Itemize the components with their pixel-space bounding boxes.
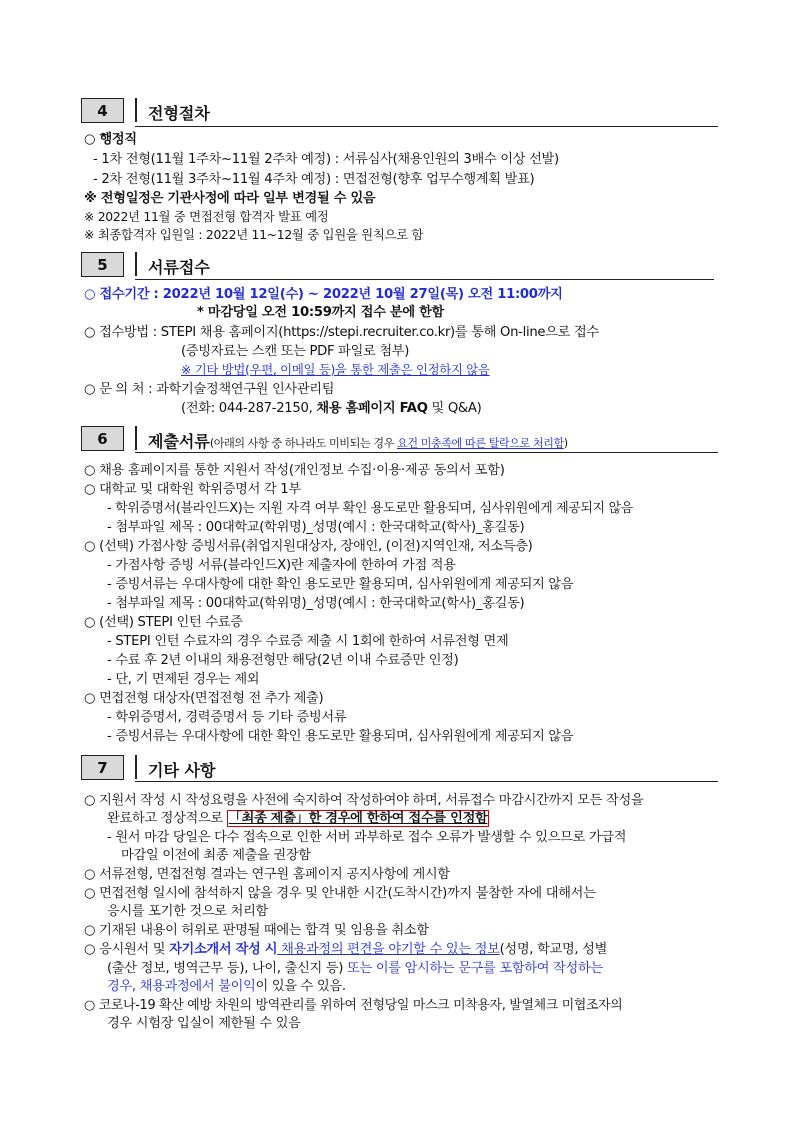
divider [135,252,137,276]
section-rule [135,781,718,782]
misc-subitem: 마감일 이전에 최종 제출을 권장함 [121,848,311,863]
doc-item: ○ 채용 홈페이지를 통한 지원서 작성(개인정보 수집·이용·제공 동의서 포함) [84,463,505,478]
final-submit-line [107,810,489,828]
misc-item-cont: 경우 시험장 입실이 제한될 수 있음 [107,1016,301,1031]
misc-text: (성명, 학교명, 성별 [499,942,608,957]
misc-text: 이 있을 수 있음. [255,979,346,994]
section-rule [135,126,718,127]
final-submit-highlight: 「최종 제출」한 경우에 한하여 접수를 인정함 [228,811,488,826]
second-screening: - 2차 전형(11월 3주차~11월 4주차 예정) : 면접전형(향후 업무수행계획 발표) [93,172,535,187]
section-6-note-end: ) [563,437,569,450]
application-method: ○ 접수방법 : STEPI 채용 홈페이지(https://stepi.recruiter.co.kr)를 통해 On-line으로 접수 [84,325,599,340]
disadvantage-warning: 경우, 채용과정에서 불이익 [107,979,256,994]
start-date-note: ※ 최종합격자 입원일 : 2022년 11~12월 중 입원을 원칙으로 함 [84,227,424,242]
contact-info: ○ 문 의 처 : 과학기술정책연구원 인사관리팀 [84,382,335,397]
misc-text: ○ 응시원서 및 [84,942,170,957]
first-screening: - 1차 전형(11월 1주차~11월 2주차 예정) : 서류심사(채용인원의 3배수 이상 선발) [93,152,559,167]
doc-item: ○ 대학교 및 대학원 학위증명서 각 1부 [84,482,301,497]
misc-item: ○ 기재된 내용이 허위로 판명될 때에는 합격 및 임용을 취소함 [84,923,429,938]
doc-subitem: - 학위증명서, 경력증명서 등 기타 증빙서류 [107,710,347,725]
doc-subitem: - 첨부파일 제목 : 00대학교(학위명)_성명(예시 : 한국대학교(학사)_홍길동) [107,596,525,611]
section-6-title: 제출서류 [148,432,210,451]
doc-subitem: - 수료 후 2년 이내의 채용전형만 해당(2년 이내 수료증만 인정) [107,653,459,668]
interview-result-note: ※ 2022년 11월 중 면접전형 합격자 발표 예정 [84,209,329,224]
misc-item: ○ 지원서 작성 시 작성요령을 사전에 숙지하여 작성하여야 하며, 서류접수 마감시간까지 모든 작성을 [84,793,644,808]
divider [135,755,137,779]
section-rule [135,279,714,280]
doc-item: ○ 면접전형 대상자(면접전형 전 추가 제출) [84,691,324,706]
faq-link[interactable]: 채용 홈페이지 FAQ [316,401,428,416]
other-method-warning[interactable]: ※ 기타 방법(우편, 이메일 등)을 통한 제출은 인정하지 않음 [181,362,490,377]
doc-subitem: - STEPI 인턴 수료자의 경우 수료증 제출 시 1회에 한하여 서류전형 면제 [107,634,509,649]
divider [135,98,137,122]
section-7-number: 7 [81,755,124,780]
bias-info-line-3 [107,978,346,996]
section-6-number: 6 [81,426,124,451]
bias-info-line-2 [107,960,603,978]
doc-subitem: - 증빙서류는 우대사항에 대한 확인 용도로만 활용되며, 심사위원에게 제공되지 않음 [107,729,574,744]
misc-text: (출산 정보, 병역근무 등), 나이, 출신지 등) [107,961,348,976]
contact-phone [181,400,481,418]
section-4-title: 전형절차 [148,104,210,123]
bias-text: 채용과정의 편견을 야기할 수 있는 정보 [277,942,500,957]
misc-text: 완료하고 정상적으로 [107,811,227,826]
doc-subitem: - 가점사항 증빙 서류(블라인드X)란 제출자에 한하여 가점 적용 [107,558,456,573]
misc-subitem: - 원서 마감 당일은 다수 접속으로 인한 서버 과부하로 접수 오류가 발생할 수 있으므로 가급적 [107,830,627,845]
divider [135,426,137,450]
bias-warning: 또는 이를 암시하는 문구를 포함하여 작성하는 [347,961,603,976]
method-attachment-note: (증빙자료는 스캔 또는 PDF 파일로 첨부) [181,344,410,359]
doc-item: ○ (선택) STEPI 인턴 수료증 [84,615,243,630]
bias-info-line [84,941,607,959]
section-5-title: 서류접수 [148,258,210,277]
misc-item: ○ 면접전형 일시에 참석하지 않을 경우 및 안내한 시간(도착시간)까지 불참한 자에 대해서는 [84,886,596,901]
section-rule [135,452,718,453]
section-6-title-row [148,429,568,452]
doc-subitem: - 증빙서류는 우대사항에 대한 확인 용도로만 활용되며, 심사위원에게 제공되지 않음 [107,577,574,592]
deadline-note: * 마감당일 오전 10:59까지 접수 분에 한함 [197,305,444,320]
doc-subitem: - 첨부파일 제목 : 00대학교(학위명)_성명(예시 : 한국대학교(학사)_홍길동) [107,520,525,535]
admin-job-label: ○ 행정직 [84,132,137,147]
doc-subitem: - 학위증명서(블라인드X)는 지원 자격 여부 확인 용도로만 활용되며, 심사위원에게 제공되지 않음 [107,501,633,516]
disqualification-link[interactable]: 요건 미충족에 따른 탈락으로 처리함 [396,437,564,450]
section-4-number: 4 [81,98,124,123]
misc-item-cont: 응시를 포기한 것으로 처리함 [107,904,268,919]
section-5-number: 5 [81,252,124,277]
self-intro-highlight: 자기소개서 작성 시 [169,942,278,957]
application-period: ○ 접수기간 : 2022년 10월 12일(수) ~ 2022년 10월 27일(목) 오전 11:00까지 [84,287,563,302]
contact-phone-text: (전화: 044-287-2150, [181,401,317,416]
misc-item: ○ 서류전형, 면접전형 결과는 연구원 홈페이지 공지사항에 게시함 [84,867,450,882]
schedule-change-note: ※ 전형일정은 기관사정에 따라 일부 변경될 수 있음 [84,191,376,206]
doc-item: ○ (선택) 가점사항 증빙서류(취업지원대상자, 장애인, (이전)지역인재, 저소득층) [84,539,533,554]
section-7-title: 기타 사항 [148,761,216,780]
contact-qa-text: 및 Q&A) [427,401,482,416]
misc-item: ○ 코로나-19 확산 예방 차원의 방역관리를 위하여 전형당일 마스크 미착용자, 발열체크 미협조자의 [84,998,623,1013]
doc-subitem: - 단, 기 면제된 경우는 제외 [107,672,260,687]
section-6-note: (아래의 사항 중 하나라도 미비되는 경우 [209,437,397,450]
